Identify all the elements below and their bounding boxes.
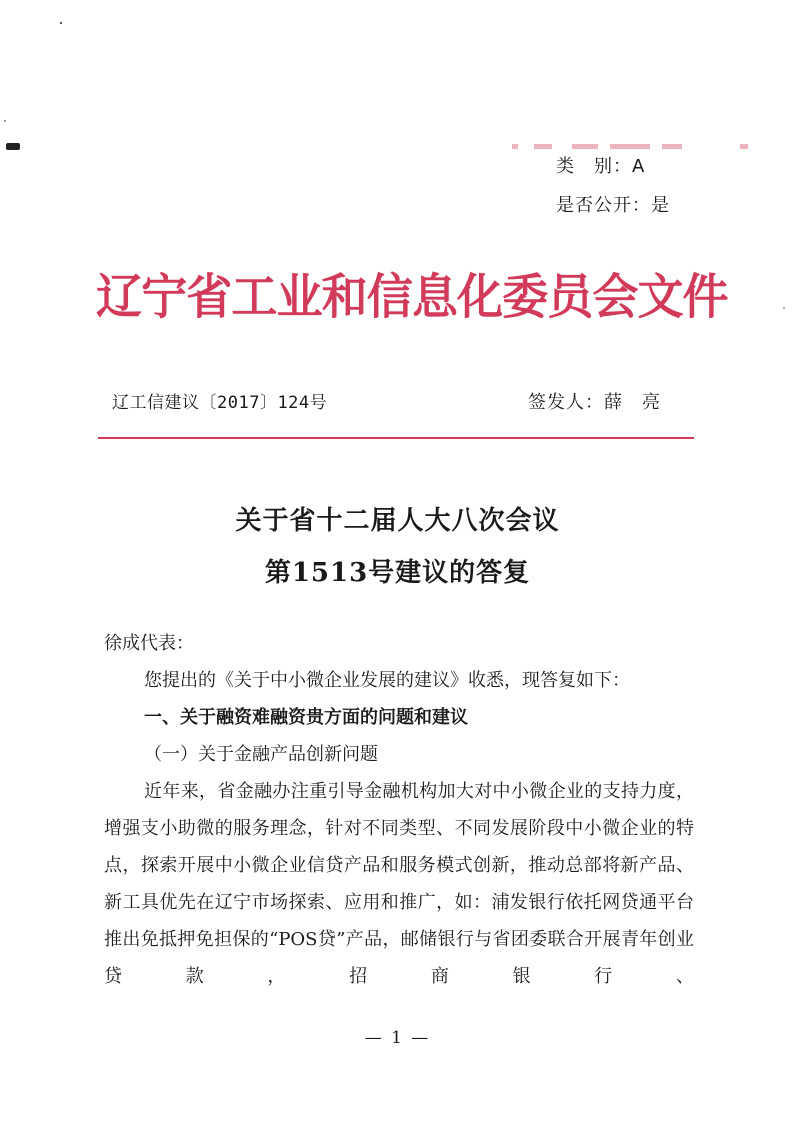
scan-speck: [4, 120, 6, 122]
subsection-heading: （一）关于金融产品创新问题: [144, 744, 378, 765]
public-field: [556, 191, 670, 217]
scan-speck: [783, 307, 785, 309]
red-divider-rule: [98, 437, 694, 439]
issuer-banner-title: 辽宁省工业和信息化委员会文件: [96, 269, 728, 325]
signer-label: 签发人：: [528, 392, 604, 413]
section-heading: 一、关于融资难融资贵方面的问题和建议: [144, 707, 468, 728]
body-paragraph: 近年来，省金融办注重引导金融机构加大对中小微企业的支持力度，增强支小助微的服务理念，针对不同类型、不同发展阶段中小微企业的特点，探索开展中小微企业信贷产品和服务模式创新，推动总部将新产品、新工具优先在辽宁市场探索、应用和推广，如：浦发银行依托网贷通平台推出免抵押免担保的“POS贷”产品，邮储银行与省团委联合开展青年创业贷款，招商银行、: [104, 781, 694, 987]
document-number: 辽工信建议〔2017〕124号: [112, 393, 328, 413]
salutation: 徐成代表：: [104, 633, 194, 654]
category-label: 类 别：: [556, 156, 632, 177]
signer-field: [528, 388, 661, 414]
category-field: [556, 152, 645, 178]
page-number: — 1 —: [364, 1028, 431, 1048]
public-value: 是: [651, 195, 670, 216]
intro-paragraph: 您提出的《关于中小微企业发展的建议》收悉，现答复如下：: [144, 670, 630, 691]
signer-name: 薛 亮: [604, 392, 661, 413]
document-title-line2: 第1513号建议的答复: [264, 558, 531, 588]
scan-speck: [60, 22, 62, 24]
public-label: 是否公开：: [556, 195, 651, 216]
document-body: [104, 625, 694, 995]
document-title-line1: 关于省十二届人大八次会议: [235, 506, 560, 536]
scan-speck: [6, 143, 20, 150]
category-value: A: [632, 156, 646, 177]
